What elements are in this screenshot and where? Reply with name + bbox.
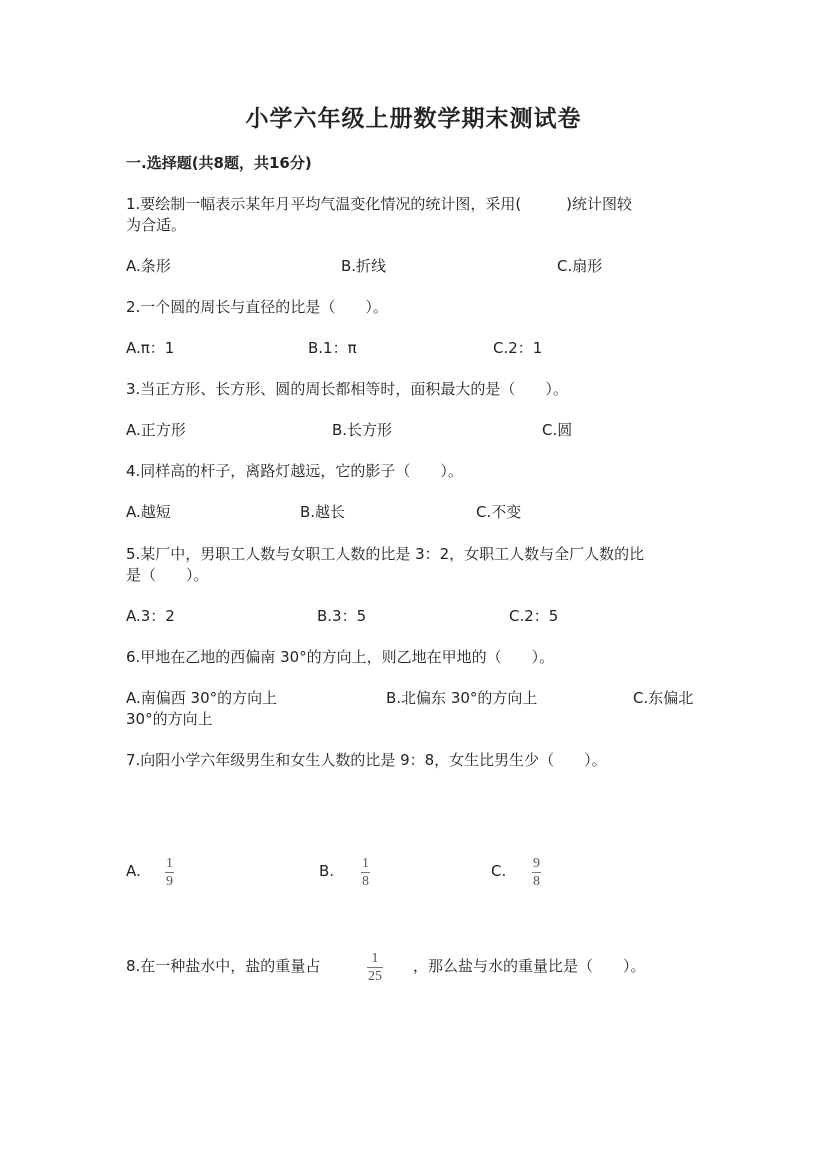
fraction-numerator: 9 xyxy=(533,856,540,871)
q2-option-a: A.π：1 xyxy=(126,339,175,357)
q5-option-b: B.3：5 xyxy=(317,607,367,625)
q3-option-c: C.圆 xyxy=(542,421,573,439)
q3-option-a: A.正方形 xyxy=(126,421,186,439)
question-5-line-1: 5.某厂中，男职工人数与女职工人数的比是 3：2，女职工人数与全厂人数的比 xyxy=(126,545,645,563)
q5-option-c: C.2：5 xyxy=(509,607,559,625)
question-4: 4.同样高的杆子，离路灯越远，它的影子（ ）。 xyxy=(126,462,463,480)
question-3: 3.当正方形、长方形、圆的周长都相等时，面积最大的是（ ）。 xyxy=(126,380,568,398)
q4-option-c: C.不变 xyxy=(476,503,522,521)
q6-option-a: A.南偏西 30°的方向上 xyxy=(126,689,278,707)
question-8-start: 8.在一种盐水中，盐的重量占 xyxy=(126,957,321,975)
fraction-bar xyxy=(532,872,541,873)
fraction-numerator: 1 xyxy=(166,856,173,871)
question-8-end: ，那么盐与水的重量比是（ ）。 xyxy=(413,957,646,975)
fraction-denominator: 9 xyxy=(166,874,173,889)
q7-option-c-fraction xyxy=(532,856,541,889)
q8-fraction xyxy=(367,951,383,984)
q5-option-a: A.3：2 xyxy=(126,607,175,625)
q7-option-b-label: B. xyxy=(319,862,335,880)
question-5-line-2: 是（ ）。 xyxy=(126,566,209,584)
fraction-bar xyxy=(367,967,383,968)
fraction-bar xyxy=(165,872,174,873)
q2-option-b: B.1：π xyxy=(308,339,357,357)
page-title: 小学六年级上册数学期末测试卷 xyxy=(245,105,582,132)
question-2: 2.一个圆的周长与直径的比是（ ）。 xyxy=(126,298,388,316)
question-7: 7.向阳小学六年级男生和女生人数的比是 9：8，女生比男生少（ ）。 xyxy=(126,751,607,769)
fraction-denominator: 8 xyxy=(533,874,540,889)
q7-option-a-label: A. xyxy=(126,862,141,880)
q7-option-c-label: C. xyxy=(491,862,507,880)
question-1-line-1: 1.要绘制一幅表示某年月平均气温变化情况的统计图，采用( )统计图较 xyxy=(126,195,633,213)
q1-option-c: C.扇形 xyxy=(557,257,603,275)
q1-option-b: B.折线 xyxy=(341,257,387,275)
q2-option-c: C.2：1 xyxy=(493,339,543,357)
q1-option-a: A.条形 xyxy=(126,257,171,275)
q3-option-b: B.长方形 xyxy=(332,421,393,439)
q6-option-c-continued: 30°的方向上 xyxy=(126,710,213,728)
q6-option-c: C.东偏北 xyxy=(633,689,694,707)
q4-option-b: B.越长 xyxy=(300,503,346,521)
fraction-bar xyxy=(361,872,370,873)
question-1-line-2: 为合适。 xyxy=(126,216,187,234)
q7-option-a-fraction xyxy=(165,856,174,889)
q4-option-a: A.越短 xyxy=(126,503,171,521)
fraction-numerator: 1 xyxy=(371,951,379,966)
q6-option-b: B.北偏东 30°的方向上 xyxy=(386,689,538,707)
q7-option-b-fraction xyxy=(361,856,370,889)
fraction-numerator: 1 xyxy=(362,856,369,871)
fraction-denominator: 25 xyxy=(368,969,382,984)
section-heading: 一.选择题(共8题，共16分) xyxy=(126,154,312,172)
question-6: 6.甲地在乙地的西偏南 30°的方向上，则乙地在甲地的（ ）。 xyxy=(126,648,555,666)
fraction-denominator: 8 xyxy=(362,874,369,889)
